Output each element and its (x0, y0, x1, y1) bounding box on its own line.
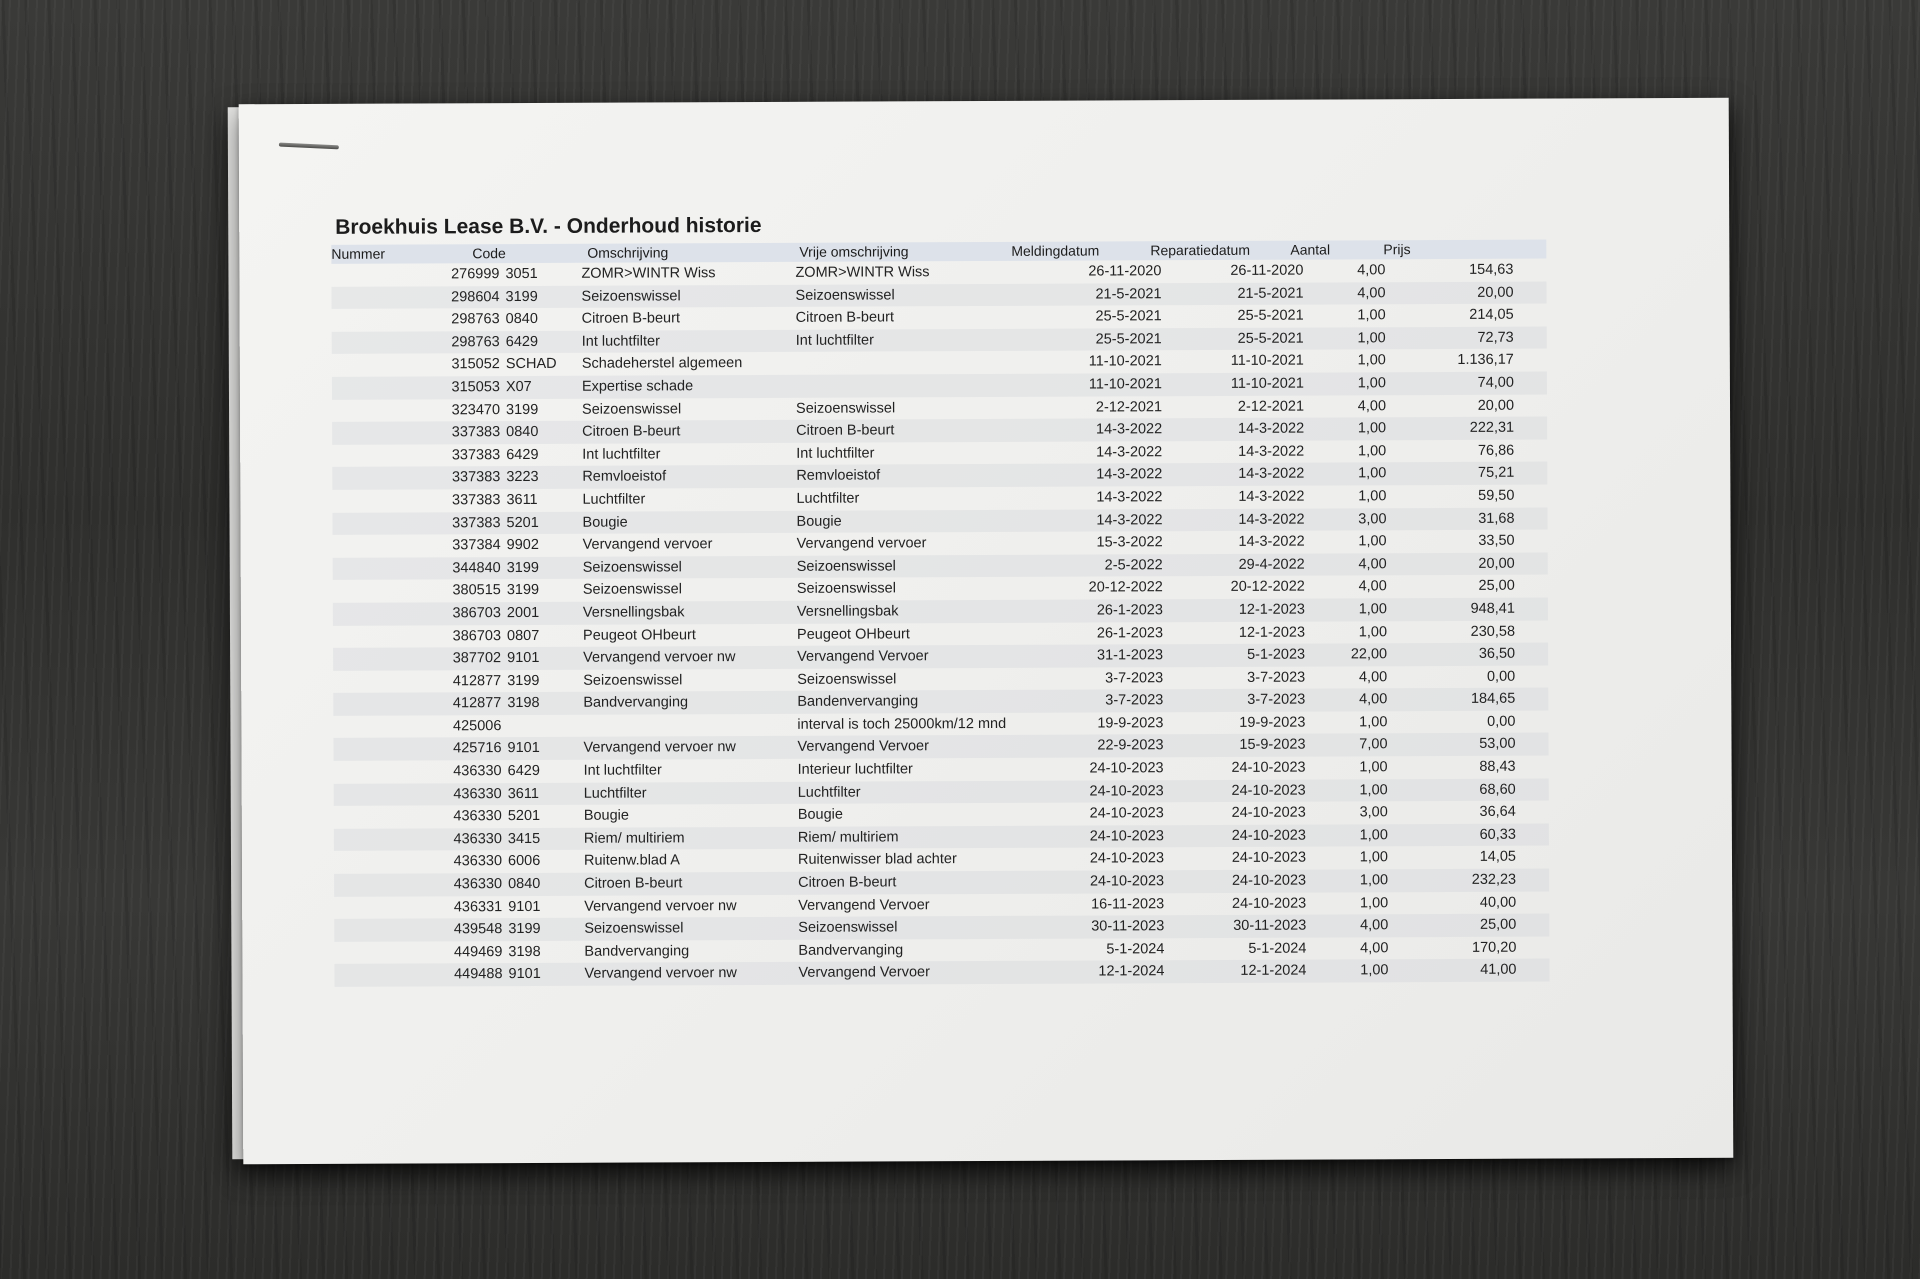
cell-meldingdatum: 24-10-2023 (1089, 850, 1165, 867)
header-nummer: Nummer (331, 245, 386, 262)
cell-nummer: 436330 (453, 763, 502, 780)
cell-reparatiedatum: 14-3-2022 (1238, 488, 1305, 505)
cell-meldingdatum: 14-3-2022 (1096, 443, 1163, 461)
cell-omschrijving: Citroen B-beurt (581, 310, 680, 327)
cell-prijs: 33,50 (1478, 532, 1515, 549)
cell-vrije-omschrijving: Seizoenswissel (796, 580, 896, 598)
cell-aantal: 1,00 (1359, 781, 1388, 799)
cell-prijs: 75,21 (1477, 465, 1515, 482)
cell-omschrijving: Vervangend vervoer (582, 536, 713, 553)
cell-code: 6006 (507, 853, 541, 870)
cell-code: 3199 (505, 401, 539, 418)
cell-code: 2001 (506, 604, 540, 621)
cell-meldingdatum: 16-11-2023 (1091, 895, 1165, 913)
cell-omschrijving: Versnellingsbak (582, 604, 685, 621)
cell-omschrijving: Seizoenswissel (582, 559, 682, 576)
header-vrije-omschrijving: Vrije omschrijving (799, 243, 909, 260)
cell-vrije-omschrijving: Citroen B-beurt (796, 422, 895, 439)
cell-aantal: 4,00 (1358, 555, 1387, 573)
staple (279, 143, 339, 150)
cell-vrije-omschrijving: Vervangend vervoer (796, 535, 927, 552)
cell-aantal: 4,00 (1358, 578, 1387, 595)
cell-prijs: 20,00 (1477, 397, 1515, 414)
cell-vrije-omschrijving: Luchtfilter (797, 784, 861, 801)
cell-reparatiedatum: 30-11-2023 (1233, 917, 1307, 935)
table-row (334, 959, 1549, 987)
cell-reparatiedatum: 24-10-2023 (1231, 782, 1306, 799)
cell-code: 6429 (505, 333, 539, 350)
cell-aantal: 4,00 (1357, 397, 1387, 414)
cell-prijs: 20,00 (1478, 555, 1515, 572)
cell-nummer: 449488 (454, 966, 503, 983)
cell-aantal: 1,00 (1359, 849, 1389, 866)
cell-omschrijving: Ruitenw.blad A (583, 852, 680, 870)
cell-vrije-omschrijving: Seizoenswissel (795, 286, 895, 304)
cell-code: 3223 (506, 469, 539, 486)
cell-prijs: 184,65 (1470, 690, 1516, 708)
cell-meldingdatum: 24-10-2023 (1089, 760, 1164, 777)
cell-meldingdatum: 14-3-2022 (1096, 466, 1163, 483)
cell-reparatiedatum: 12-1-2023 (1238, 601, 1305, 618)
cell-reparatiedatum: 3-7-2023 (1247, 669, 1306, 686)
cell-prijs: 36,64 (1479, 803, 1516, 821)
header-code: Code (472, 245, 506, 262)
cell-code: 3199 (506, 559, 540, 576)
cell-nummer: 315052 (451, 356, 500, 373)
cell-code: 3199 (505, 288, 538, 305)
cell-prijs: 36,50 (1478, 645, 1516, 662)
cell-vrije-omschrijving: Seizoenswissel (798, 919, 898, 937)
cell-nummer: 298604 (451, 288, 500, 305)
cell-meldingdatum: 11-10-2021 (1088, 376, 1162, 393)
cell-code: 3199 (508, 921, 541, 938)
cell-aantal: 7,00 (1359, 736, 1388, 753)
cell-nummer: 276999 (451, 266, 500, 283)
cell-code: 0840 (505, 311, 538, 328)
cell-omschrijving: Seizoenswissel (584, 920, 684, 937)
cell-vrije-omschrijving: Citroen B-beurt (798, 874, 897, 891)
cell-aantal: 3,00 (1358, 510, 1387, 527)
cell-omschrijving: Schadeherstel algemeen (581, 355, 743, 373)
cell-vrije-omschrijving: Seizoenswissel (795, 399, 896, 417)
cell-prijs: 31,68 (1478, 510, 1515, 527)
cell-prijs: 60,33 (1479, 826, 1516, 843)
cell-nummer: 298763 (451, 333, 500, 351)
cell-omschrijving (583, 717, 793, 718)
cell-reparatiedatum: 15-9-2023 (1239, 737, 1306, 754)
cell-nummer: 449469 (453, 943, 503, 961)
cell-vrije-omschrijving: Peugeot OHbeurt (796, 625, 910, 643)
cell-code: 9101 (508, 898, 541, 915)
cell-aantal: 1,00 (1359, 872, 1389, 889)
cell-code: 9101 (507, 650, 540, 667)
cell-vrije-omschrijving: Bandvervanging (798, 942, 904, 959)
cell-nummer: 412877 (452, 672, 502, 690)
cell-vrije-omschrijving: Int luchtfilter (795, 332, 874, 349)
cell-omschrijving: Citroen B-beurt (584, 875, 683, 892)
cell-meldingdatum: 24-10-2023 (1089, 873, 1165, 890)
cell-aantal: 1,00 (1358, 601, 1387, 618)
cell-omschrijving: Remvloeistof (582, 468, 667, 486)
cell-meldingdatum: 14-3-2022 (1096, 489, 1163, 506)
cell-reparatiedatum: 14-3-2022 (1238, 511, 1305, 528)
cell-vrije-omschrijving: Vervangend Vervoer (797, 738, 929, 756)
cell-omschrijving: Peugeot OHbeurt (582, 626, 696, 644)
cell-prijs: 232,23 (1471, 871, 1517, 888)
cell-aantal: 1,00 (1358, 533, 1387, 550)
cell-meldingdatum: 5-1-2024 (1106, 941, 1165, 958)
cell-meldingdatum: 25-5-2021 (1095, 308, 1162, 325)
cell-meldingdatum: 19-9-2023 (1097, 715, 1164, 732)
cell-omschrijving: Seizoenswissel (583, 672, 683, 689)
cell-vrije-omschrijving: Vervangend Vervoer (798, 896, 930, 914)
cell-prijs: 230,58 (1470, 623, 1516, 640)
cell-omschrijving: Riem/ multiriem (583, 830, 685, 847)
cell-nummer: 344840 (452, 559, 501, 577)
cell-code: SCHAD (505, 356, 557, 373)
cell-code: 0840 (508, 875, 541, 893)
cell-vrije-omschrijving: Bougie (796, 513, 842, 530)
cell-meldingdatum: 21-5-2021 (1095, 285, 1162, 303)
cell-prijs: 214,05 (1469, 306, 1514, 324)
cell-aantal: 3,00 (1359, 804, 1388, 821)
cell-reparatiedatum: 11-10-2021 (1230, 375, 1304, 392)
header-omschrijving: Omschrijving (587, 244, 669, 261)
cell-code: 6429 (506, 446, 539, 463)
cell-aantal: 1,00 (1358, 488, 1387, 505)
cell-vrije-omschrijving: Remvloeistof (796, 467, 881, 485)
cell-vrije-omschrijving: Luchtfilter (796, 490, 860, 507)
cell-prijs: 41,00 (1480, 962, 1517, 979)
cell-vrije-omschrijving: Seizoenswissel (797, 671, 897, 688)
cell-aantal: 1,00 (1357, 352, 1386, 369)
cell-meldingdatum: 2-5-2022 (1104, 556, 1163, 574)
cell-aantal: 1,00 (1359, 894, 1389, 911)
cell-reparatiedatum: 12-1-2024 (1240, 963, 1307, 980)
cell-omschrijving: Seizoenswissel (581, 400, 682, 418)
cell-meldingdatum: 20-12-2022 (1088, 579, 1163, 596)
cell-aantal: 4,00 (1360, 940, 1389, 957)
cell-code: 3051 (505, 265, 538, 283)
cell-nummer: 337383 (451, 492, 501, 509)
cell-reparatiedatum: 25-5-2021 (1237, 307, 1304, 325)
cell-code: 6429 (507, 763, 540, 780)
cell-omschrijving: Vervangend vervoer nw (583, 739, 736, 757)
cell-omschrijving: Seizoenswissel (581, 287, 681, 305)
cell-omschrijving: Expertise schade (581, 378, 694, 395)
cell-meldingdatum: 14-3-2022 (1096, 511, 1163, 529)
cell-prijs: 1.136,17 (1457, 352, 1514, 369)
cell-omschrijving: Luchtfilter (583, 785, 647, 802)
cell-code: 3199 (506, 582, 540, 599)
cell-aantal: 1,00 (1359, 759, 1388, 776)
cell-reparatiedatum: 5-1-2024 (1248, 940, 1307, 957)
cell-nummer: 298763 (451, 311, 500, 328)
cell-prijs: 40,00 (1479, 894, 1517, 911)
cell-nummer: 337383 (451, 469, 501, 486)
cell-code: 9101 (508, 966, 541, 983)
cell-omschrijving: Vervangend vervoer nw (583, 649, 736, 666)
cell-prijs: 68,60 (1479, 781, 1516, 798)
cell-omschrijving: Vervangend vervoer nw (584, 897, 737, 915)
document-title: Broekhuis Lease B.V. - Onderhoud historie (335, 213, 762, 239)
cell-meldingdatum: 31-1-2023 (1096, 647, 1164, 664)
cell-aantal: 1,00 (1359, 827, 1388, 844)
cell-prijs: 74,00 (1477, 374, 1514, 391)
cell-vrije-omschrijving: Ruitenwisser blad achter (797, 851, 957, 869)
cell-prijs: 948,41 (1470, 600, 1515, 617)
cell-vrije-omschrijving: Citroen B-beurt (795, 309, 894, 327)
cell-meldingdatum: 3-7-2023 (1105, 692, 1164, 709)
cell-nummer: 337383 (451, 446, 501, 464)
cell-code: 3415 (507, 830, 541, 847)
cell-nummer: 337383 (452, 514, 501, 531)
cell-omschrijving: Citroen B-beurt (582, 423, 681, 440)
cell-vrije-omschrijving: Interieur luchtfilter (797, 761, 913, 778)
cell-code: 3199 (507, 672, 540, 689)
cell-reparatiedatum: 29-4-2022 (1238, 556, 1305, 573)
cell-reparatiedatum: 24-10-2023 (1231, 895, 1307, 912)
cell-reparatiedatum: 24-10-2023 (1231, 850, 1307, 867)
cell-vrije-omschrijving: ZOMR>WINTR Wiss (795, 264, 930, 281)
cell-nummer: 337383 (451, 424, 501, 441)
cell-aantal: 4,00 (1357, 262, 1386, 279)
cell-prijs: 14,05 (1479, 849, 1517, 866)
cell-nummer: 425716 (453, 740, 502, 757)
cell-nummer: 436331 (453, 898, 503, 915)
cell-vrije-omschrijving: Seizoenswissel (796, 558, 896, 575)
cell-vrije-omschrijving: Vervangend Vervoer (797, 648, 929, 665)
cell-aantal: 1,00 (1359, 714, 1388, 731)
cell-meldingdatum: 24-10-2023 (1089, 782, 1164, 800)
cell-omschrijving: Bandvervanging (584, 943, 690, 960)
cell-omschrijving: Bougie (582, 514, 628, 531)
cell-meldingdatum: 26-1-2023 (1096, 602, 1163, 619)
cell-meldingdatum: 22-9-2023 (1097, 737, 1164, 754)
cell-meldingdatum: 26-11-2020 (1088, 263, 1162, 280)
cell-reparatiedatum: 5-1-2023 (1247, 646, 1306, 663)
cell-code: 3611 (507, 785, 539, 802)
cell-meldingdatum: 12-1-2024 (1098, 963, 1165, 980)
cell-meldingdatum: 14-3-2022 (1095, 421, 1163, 438)
cell-code: 5201 (507, 808, 541, 825)
cell-prijs: 72,73 (1477, 329, 1514, 346)
cell-prijs: 25,00 (1478, 578, 1515, 595)
cell-vrije-omschrijving: Vervangend Vervoer (798, 964, 930, 982)
cell-code: 3611 (506, 491, 538, 509)
cell-meldingdatum: 15-3-2022 (1096, 534, 1163, 551)
cell-aantal: 4,00 (1359, 691, 1388, 708)
cell-reparatiedatum: 25-5-2021 (1237, 330, 1304, 347)
cell-aantal: 1,00 (1358, 623, 1388, 640)
cell-omschrijving: Int luchtfilter (581, 333, 660, 350)
cell-aantal: 1,00 (1357, 375, 1386, 392)
cell-meldingdatum: 11-10-2021 (1088, 353, 1162, 370)
cell-omschrijving: Luchtfilter (582, 491, 646, 508)
cell-nummer: 436330 (453, 853, 503, 870)
cell-prijs: 25,00 (1479, 916, 1517, 934)
cell-nummer: 425006 (452, 717, 502, 735)
cell-reparatiedatum: 26-11-2020 (1230, 262, 1304, 279)
cell-reparatiedatum: 19-9-2023 (1239, 714, 1306, 731)
cell-prijs: 88,43 (1479, 758, 1516, 775)
cell-reparatiedatum: 2-12-2021 (1237, 398, 1305, 415)
cell-nummer: 386703 (452, 627, 502, 644)
printed-document (239, 98, 1734, 1164)
cell-code: 0807 (506, 627, 540, 644)
header-prijs: Prijs (1383, 241, 1411, 258)
cell-vrije-omschrijving: Versnellingsbak (796, 603, 899, 620)
cell-omschrijving: ZOMR>WINTR Wiss (581, 265, 716, 282)
cell-meldingdatum: 2-12-2021 (1095, 398, 1163, 416)
cell-prijs: 76,86 (1477, 442, 1515, 459)
cell-reparatiedatum: 3-7-2023 (1247, 691, 1306, 709)
cell-reparatiedatum: 14-3-2022 (1238, 465, 1305, 483)
cell-reparatiedatum: 11-10-2021 (1230, 352, 1304, 370)
cell-omschrijving: Int luchtfilter (583, 762, 662, 779)
cell-aantal: 1,00 (1357, 443, 1387, 460)
cell-code: 9902 (506, 537, 539, 554)
cell-meldingdatum: 25-5-2021 (1095, 331, 1162, 348)
cell-aantal: 4,00 (1360, 917, 1389, 934)
cell-reparatiedatum: 12-1-2023 (1238, 624, 1306, 641)
cell-nummer: 412877 (452, 695, 502, 712)
cell-prijs: 170,20 (1471, 939, 1517, 956)
maintenance-history-table (331, 240, 1549, 987)
cell-meldingdatum: 26-1-2023 (1096, 624, 1164, 642)
cell-prijs: 0,00 (1487, 713, 1516, 730)
cell-nummer: 323470 (451, 401, 501, 418)
cell-omschrijving: Bougie (583, 807, 629, 825)
cell-nummer: 387702 (452, 650, 502, 667)
cell-meldingdatum: 24-10-2023 (1089, 828, 1164, 845)
cell-aantal: 1,00 (1360, 962, 1389, 979)
cell-vrije-omschrijving: Riem/ multiriem (797, 829, 899, 846)
cell-prijs: 59,50 (1478, 487, 1515, 504)
cell-reparatiedatum: 24-10-2023 (1231, 827, 1306, 844)
cell-vrije-omschrijving: interval is toch 25000km/12 mnd (797, 715, 1007, 733)
cell-prijs: 53,00 (1479, 736, 1516, 753)
cell-reparatiedatum: 20-12-2022 (1230, 578, 1305, 596)
cell-code: 9101 (507, 740, 540, 757)
cell-code: X07 (505, 378, 532, 396)
cell-prijs: 154,63 (1469, 261, 1514, 278)
cell-omschrijving: Seizoenswissel (582, 581, 682, 599)
cell-nummer: 439548 (453, 921, 503, 938)
cell-meldingdatum: 3-7-2023 (1105, 669, 1164, 687)
cell-nummer: 315053 (451, 379, 500, 396)
cell-aantal: 1,00 (1357, 307, 1386, 324)
cell-nummer: 436330 (453, 830, 502, 848)
cell-omschrijving: Bandvervanging (583, 694, 689, 712)
cell-reparatiedatum: 14-3-2022 (1238, 443, 1305, 460)
cell-code: 3198 (508, 943, 541, 960)
cell-prijs: 0,00 (1486, 668, 1516, 685)
cell-aantal: 22,00 (1350, 646, 1388, 663)
cell-vrije-omschrijving: Bougie (797, 806, 843, 824)
cell-omschrijving: Vervangend vervoer nw (584, 965, 737, 983)
header-reparatiedatum: Reparatiedatum (1150, 241, 1250, 259)
cell-nummer: 380515 (452, 582, 501, 599)
cell-aantal: 1,00 (1358, 465, 1387, 482)
cell-nummer: 386703 (452, 605, 501, 622)
cell-meldingdatum: 24-10-2023 (1089, 805, 1164, 822)
cell-code: 0840 (506, 424, 539, 441)
cell-meldingdatum: 30-11-2023 (1091, 918, 1165, 935)
cell-aantal: 1,00 (1357, 420, 1387, 437)
cell-reparatiedatum: 24-10-2023 (1231, 872, 1307, 889)
cell-aantal: 4,00 (1358, 668, 1388, 686)
cell-prijs: 20,00 (1477, 284, 1514, 301)
cell-vrije-omschrijving: Bandenvervanging (797, 693, 919, 711)
cell-reparatiedatum: 24-10-2023 (1231, 759, 1306, 776)
cell-vrije-omschrijving: Int luchtfilter (796, 445, 875, 462)
table-body (331, 259, 1549, 987)
cell-nummer: 436330 (453, 808, 502, 825)
cell-reparatiedatum: 14-3-2022 (1238, 533, 1305, 551)
cell-aantal: 4,00 (1357, 284, 1386, 301)
header-aantal: Aantal (1290, 241, 1331, 258)
cell-reparatiedatum: 21-5-2021 (1237, 285, 1304, 302)
cell-aantal: 1,00 (1357, 330, 1386, 347)
cell-code: 3198 (507, 695, 540, 712)
cell-code: 5201 (506, 514, 539, 531)
cell-omschrijving: Int luchtfilter (582, 446, 661, 463)
cell-nummer: 436330 (453, 876, 503, 893)
cell-nummer: 337384 (452, 537, 501, 554)
header-meldingdatum: Meldingdatum (1011, 242, 1100, 259)
cell-prijs: 222,31 (1469, 419, 1515, 437)
cell-reparatiedatum: 14-3-2022 (1237, 420, 1305, 438)
cell-nummer: 436330 (453, 785, 502, 802)
cell-reparatiedatum: 24-10-2023 (1231, 804, 1306, 822)
